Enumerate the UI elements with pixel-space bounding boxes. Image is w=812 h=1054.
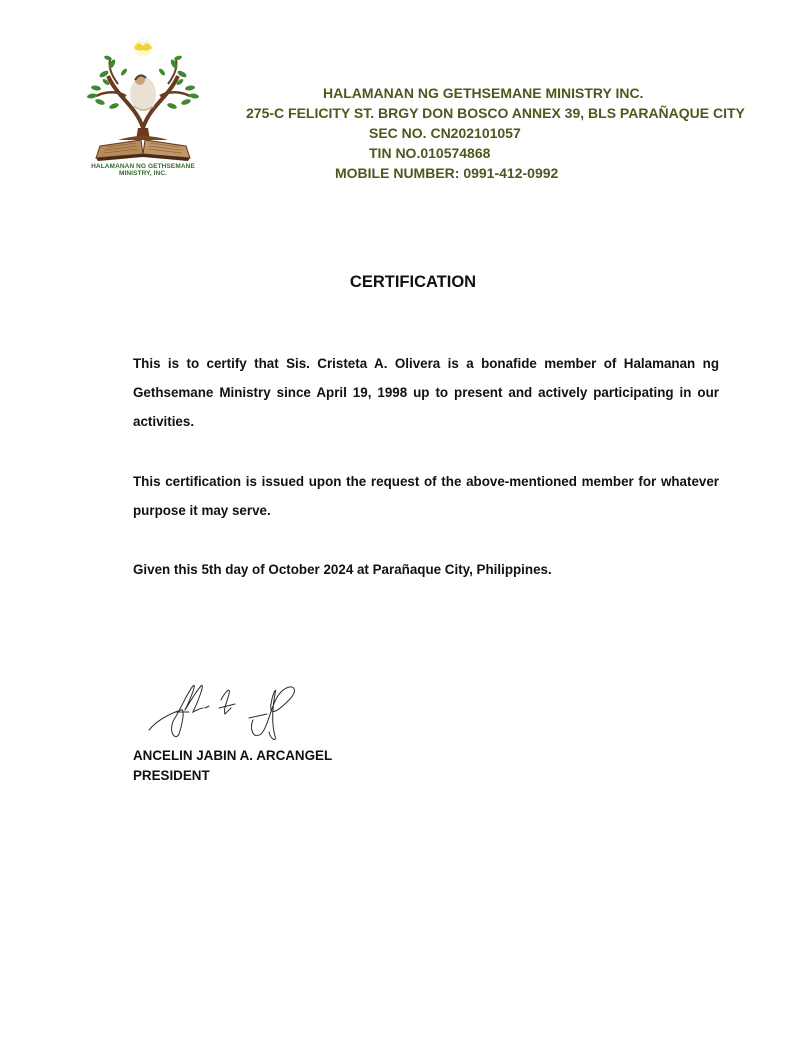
mobile-number: MOBILE NUMBER: 0991-412-0992 [335, 165, 559, 181]
purpose-paragraph: This certification is issued upon the request of the above-mentioned member for whatever purpose it may serve. [133, 474, 719, 518]
signatory-name: ANCELIN JABIN A. ARCANGEL [133, 748, 333, 763]
ministry-logo [78, 36, 208, 181]
handwritten-signature-icon [145, 682, 305, 744]
logo-caption-line2: MINISTRY, INC. [118, 170, 168, 177]
certification-paragraph: This is to certify that Sis. Cristeta A. Olivera is a bonafide member of Halamanan ng Gethsemane Ministry since April 19, 1998 up to present and actively participating in our activities. [133, 356, 719, 429]
organization-name: HALAMANAN NG GETHSEMANE MINISTRY INC. [323, 85, 644, 101]
logo-caption-line1: HALAMANAN NG GETHSEMANE [91, 163, 195, 170]
signatory-title: PRESIDENT [133, 768, 210, 783]
given-date-paragraph: Given this 5th day of October 2024 at Parañaque City, Philippines. [133, 562, 552, 577]
signature [145, 682, 305, 744]
organization-address: 275-C FELICITY ST. BRGY DON BOSCO ANNEX 39, BLS PARAÑAQUE CITY [246, 105, 745, 121]
logo-caption [78, 163, 208, 177]
tree-bible-dove-logo-icon [78, 36, 208, 161]
sec-number: SEC NO. CN202101057 [369, 125, 521, 141]
tin-number: TIN NO.010574868 [369, 145, 491, 161]
document-title: CERTIFICATION [349, 273, 477, 291]
